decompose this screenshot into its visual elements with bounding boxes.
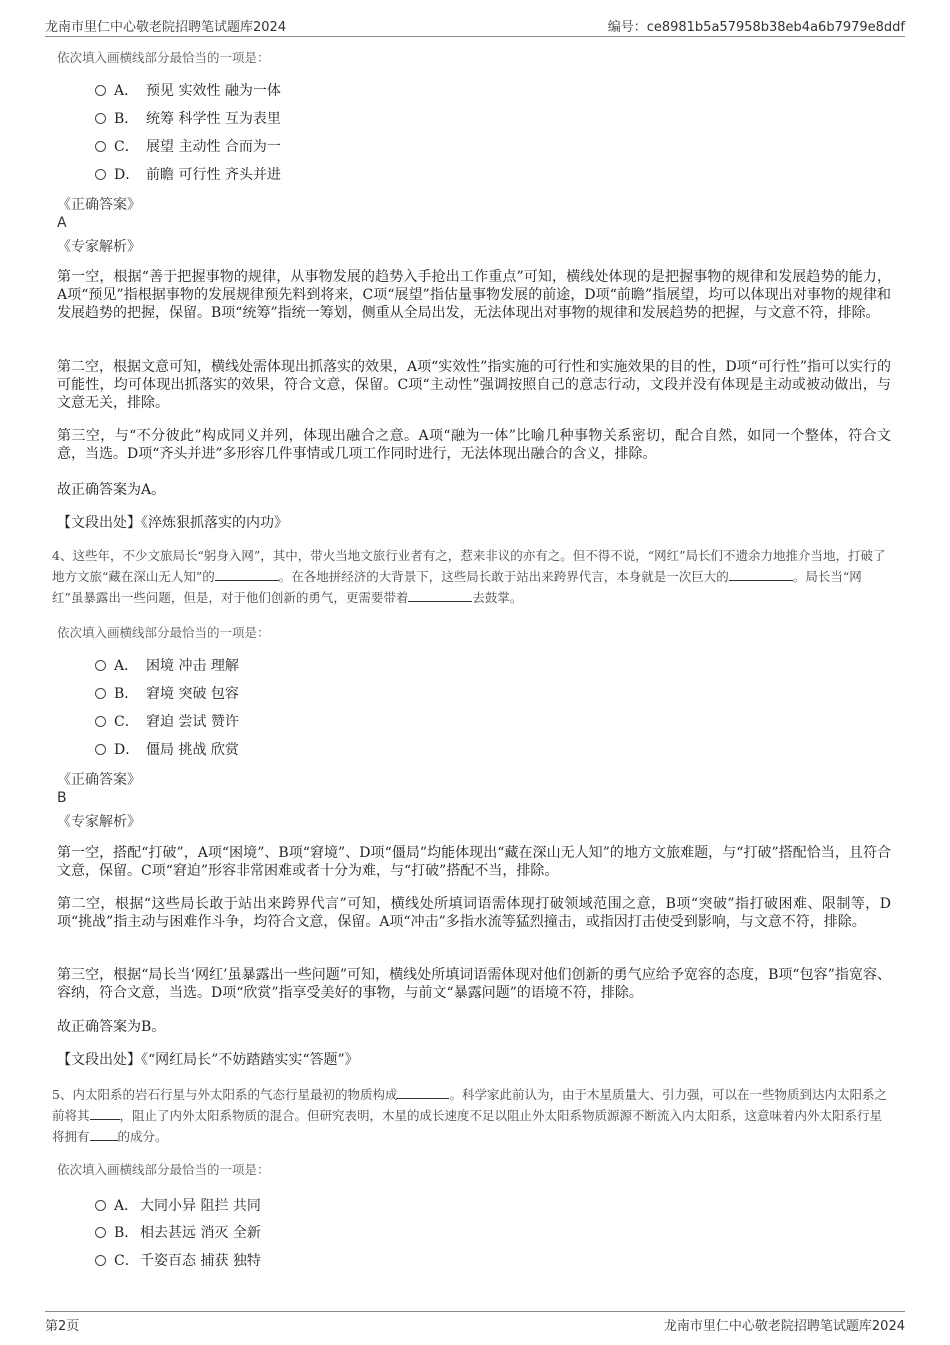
q4-stem: 4、这些年，不少文旅局长“躬身入网”，其中，带火当地文旅行业者有之，惹来非议的亦有之。但不得不说，“网红”局长们不遗余力地推介当地，打破了地方文旅“藏在深山无人知”的 。在各地拼经济的大背景下，这些局长敢于站出来跨界代言，本身就是一次巨大的 。局长当“网红”虽暴露出一些问题，但是，对于他们创新的勇气，更需要带着 去鼓掌。 (52, 548, 886, 605)
page-header (45, 14, 905, 37)
q5-blank-3 (90, 1128, 118, 1141)
q3-analysis-paragraph-1: 第一空，根据“善于把握事物的规律，从事物发展的趋势入手抢出工作重点”可知，横线处体现的是把握事物的规律和发展趋势的能力，A项“预见”指根据事物的发展规律预先料到将来，C项“展望”指估量事物发展的前途，D项“前瞻”指展望，均可以体现出对事物的规律和发展趋势的把握，保留。B项“统筹”指统一筹划，侧重从全局出发，无法体现出对事物的规律和发展趋势的把握，与文意不符，排除。 (57, 269, 891, 321)
q4-answer-label: 《正确答案》 (57, 772, 141, 788)
q3-analysis-paragraph-2: 第二空，根据文意可知，横线处需体现出抓落实的效果，A项“实效性”指实施的可行性和实施效果的目的性，D项“可行性”指可以实行的可能性，均可体现出抓落实的效果，符合文意，保留。C项“主动性”强调按照自己的意志行动，文段并没有体现是主动或被动做出，与文意无关，排除。 (57, 359, 891, 411)
q4-answer: B (57, 790, 67, 806)
q4-blank-1 (215, 568, 279, 581)
page-footer (45, 1311, 905, 1334)
q4-analysis-paragraph-3: 第三空，根据“局长当‘网红’虽暴露出一些问题”可知，横线处所填词语需体现对他们创新的勇气应给予宽容的态度，B项“包容”指宽容、容纳，符合文意，当选。D项“欣赏”指享受美好的事物，与前文“暴露问题”的语境不符，排除。 (57, 967, 891, 1001)
page-number: 第2页 (45, 1319, 80, 1334)
q4-source: 【文段出处】《“网红局长”不妨踏踏实实“答题”》 (57, 1052, 359, 1068)
q3-answer-label: 《正确答案》 (57, 197, 141, 213)
radio-icon[interactable] (95, 1200, 106, 1211)
q3-source: 【文段出处】《淬炼狠抓落实的内功》 (57, 515, 288, 531)
radio-icon[interactable] (95, 744, 106, 755)
q4-option-c[interactable]: C． 窘迫 尝试 赞许 (95, 712, 239, 732)
header-document-id: 编号：ce8981b5a57958b38eb4a6b7979e8ddf (607, 20, 905, 35)
q4-option-a[interactable]: A． 困境 冲击 理解 (95, 656, 239, 676)
q3-option-d[interactable]: D． 前瞻 可行性 齐头并进 (95, 165, 281, 185)
q3-conclusion: 故正确答案为A。 (57, 482, 166, 498)
radio-icon[interactable] (95, 85, 106, 96)
radio-icon[interactable] (95, 141, 106, 152)
radio-icon[interactable] (95, 1227, 106, 1238)
radio-icon[interactable] (95, 113, 106, 124)
q5-blank-2 (90, 1107, 120, 1120)
q4-prompt: 依次填入画横线部分最恰当的一项是： (57, 625, 270, 640)
q5-option-b[interactable]: B． 相去甚远 消灭 全新 (95, 1223, 261, 1243)
q5-option-c[interactable]: C．千姿百态 捕获 独特 (95, 1251, 261, 1271)
q3-analysis-label: 《专家解析》 (57, 239, 141, 255)
header-title: 龙南市里仁中心敬老院招聘笔试题库2024 (45, 20, 287, 35)
q4-analysis-paragraph-1: 第一空，搭配“打破”，A项“困境”、B项“窘境”、D项“僵局”均能体现出“藏在深山无人知”的地方文旅难题，与“打破”搭配恰当，且符合文意，保留。C项“窘迫”形容非常困难或者十分为难，与“打破”搭配不当，排除。 (57, 845, 891, 879)
q3-prompt: 依次填入画横线部分最恰当的一项是： (57, 50, 270, 65)
q4-option-d[interactable]: D． 僵局 挑战 欣赏 (95, 740, 239, 760)
q3-option-a[interactable]: A． 预见 实效性 融为一体 (95, 81, 281, 101)
radio-icon[interactable] (95, 660, 106, 671)
q4-analysis-label: 《专家解析》 (57, 814, 141, 830)
q3-analysis-paragraph-3: 第三空，与“不分彼此”构成同义并列，体现出融合之意。A项“融为一体”比喻几种事物关系密切，配合自然，如同一个整体，符合文意，当选。D项“齐头并进”多形容几件事情或几项工作同时进行，无法体现出融合的含义，排除。 (57, 428, 891, 462)
q4-option-b[interactable]: B． 窘境 突破 包容 (95, 684, 239, 704)
radio-icon[interactable] (95, 688, 106, 699)
q5-option-a[interactable]: A． 大同小异 阻拦 共同 (95, 1196, 261, 1216)
q5-blank-1 (397, 1086, 449, 1099)
q3-answer: A (57, 215, 67, 231)
q3-option-c[interactable]: C． 展望 主动性 合而为一 (95, 137, 281, 157)
q3-option-b[interactable]: B． 统筹 科学性 互为表里 (95, 109, 281, 129)
radio-icon[interactable] (95, 169, 106, 180)
q4-blank-2 (729, 568, 793, 581)
q5-stem: 5、内太阳系的岩石行星与外太阳系的气态行星最初的物质构成 。科学家此前认为，由于木星质量大、引力强，可以在一些物质到达内太阳系之前将其 ，阻止了内外太阳系物质的混合。但研究表明，木星的成长速度不足以阻止外太阳系物质源源不断流入内太阳系，这意味着内外太阳系行星将拥有 的成分。 (52, 1087, 887, 1144)
q4-conclusion: 故正确答案为B。 (57, 1019, 166, 1035)
q4-analysis-paragraph-2: 第二空，根据“这些局长敢于站出来跨界代言”可知，横线处所填词语需体现打破领域范围之意，B项“突破”指打破困难、限制等，D项“挑战”指主动与困难作斗争，均符合文意，保留。A项“冲击”多指水流等猛烈撞击，或指因打击使受到影响，与文意不符，排除。 (57, 896, 891, 930)
q5-prompt: 依次填入画横线部分最恰当的一项是： (57, 1162, 270, 1177)
footer-title: 龙南市里仁中心敬老院招聘笔试题库2024 (663, 1319, 905, 1334)
q4-blank-3 (408, 589, 472, 602)
radio-icon[interactable] (95, 716, 106, 727)
radio-icon[interactable] (95, 1255, 106, 1266)
